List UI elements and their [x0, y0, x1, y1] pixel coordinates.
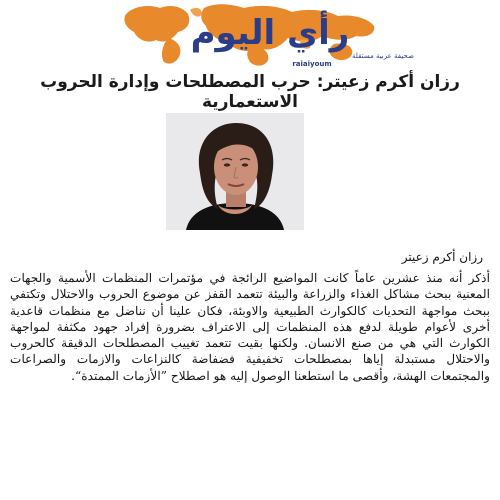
author-photo	[166, 113, 304, 230]
article-author: رزان أكرم زعيتر	[401, 250, 483, 264]
masthead-tagline: صحيفة عربية مستقلة	[352, 52, 414, 60]
article-body: أذكر أنه منذ عشرين عاماً كانت المواضيع الرائجة في مؤتمرات المنظمات الأسمية والجهات المعنية ببحث مشاكل الغذاء والزراعة والبيئة تتعمد القفز عن موضوع الحروب والاحتلال وتكتفي ببحث مواجهة التحديات كالكوارث الطبيعية والاوبئة، فكان علينا أن نناضل مع منظمات قاعدية أخرى لأعوام طويلة لدفع هذه المنظمات إلى الاعتراف بضرورة إفراد جهود مكثفة لمواجهة الكوارث التي هي من صنع الانسان. ولكنها بقيت تتعمد تغييب المصطلحات الدقيقة كالحروب والاحتلال مستبدلة إياها بمصطلحات تخفيفية فضفاضة كالنزاعات والازمات والصراعات والمجتمعات الهشة، وأقصى ما استطعنا الوصول إليه هو اصطلاح ”الأزمات الممتدة“.	[10, 271, 490, 383]
masthead-logo[interactable]	[120, 0, 414, 68]
masthead-logo-text: رأي اليوم	[190, 13, 350, 53]
masthead-latin: raiaiyoum	[292, 60, 332, 68]
article-headline: رزان أكرم زعيتر: حرب المصطلحات وإدارة الحروب الاستعمارية	[40, 72, 460, 112]
